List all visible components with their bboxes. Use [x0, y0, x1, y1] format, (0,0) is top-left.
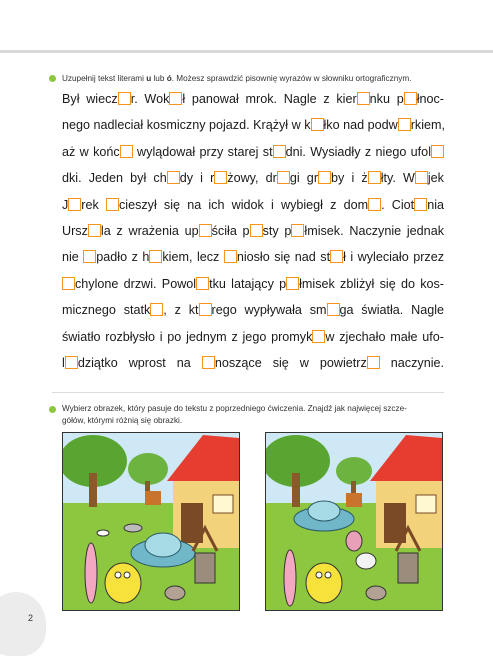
- letter-gap-box[interactable]: [167, 171, 180, 184]
- letter-gap-box[interactable]: [118, 92, 131, 105]
- text-segment: ściła p: [211, 224, 250, 238]
- exercise-1-bullet: [49, 75, 56, 82]
- letter-gap-box[interactable]: [150, 303, 163, 316]
- text-segment: łnoc-: [416, 92, 444, 106]
- text-line: [62, 171, 444, 191]
- letter-gap-box[interactable]: [199, 224, 212, 237]
- text-segment: jek: [427, 171, 444, 186]
- text-segment: Był wiecz: [62, 92, 118, 106]
- letter-gap-box[interactable]: [202, 356, 215, 369]
- picture-b-illustration: [266, 433, 442, 610]
- letter-gap-box[interactable]: [357, 92, 370, 105]
- text-segment: l: [62, 356, 65, 370]
- letter-gap-box[interactable]: [120, 145, 133, 158]
- letter-gap-box[interactable]: [367, 356, 380, 369]
- text-line: [62, 356, 444, 376]
- text-segment: światło rozbłysło i po jednym z jego promyk: [62, 329, 313, 344]
- exercise-1-instruction: Uzupełnij tekst literami u lub ó. Możesz sprawdzić pisownię wyrazów w słowniku ortograficznym.: [62, 74, 412, 83]
- text-segment: łmisek. Naczynie jednak: [304, 224, 444, 238]
- letter-gap-box[interactable]: [277, 171, 290, 184]
- letter-gap-box[interactable]: [62, 277, 75, 290]
- letter-gap-box[interactable]: [88, 224, 101, 237]
- letter-gap-box[interactable]: [431, 145, 444, 158]
- page-number: 2: [28, 613, 34, 623]
- text-segment: chylone drzwi. Powol: [75, 276, 197, 291]
- letter-gap-box[interactable]: [312, 330, 325, 343]
- page-corner-decoration: [0, 592, 46, 656]
- text-segment: nku p: [369, 92, 404, 106]
- text-segment: la z wrażenia up: [100, 224, 199, 238]
- letter-gap-box[interactable]: [291, 224, 304, 237]
- text-segment: Ursz: [62, 224, 88, 238]
- text-segment: łko nad podw: [323, 118, 398, 133]
- letter-gap-box[interactable]: [311, 118, 324, 131]
- text-line: [62, 303, 444, 323]
- text-line: [62, 330, 444, 350]
- letter-gap-box[interactable]: [368, 171, 381, 184]
- exercise-2-bullet: [49, 406, 56, 413]
- text-segment: ł panował mrok. Nagle z kier: [182, 92, 357, 106]
- letter-gap-box[interactable]: [65, 356, 78, 369]
- text-segment: dziątko wprost na: [77, 356, 202, 370]
- text-segment: dni. Wysiadły z niego ufol: [285, 144, 431, 159]
- text-line: [62, 277, 444, 297]
- text-line: [62, 118, 444, 138]
- text-segment: r. Wok: [130, 92, 170, 106]
- text-segment: ł i wyleciało przez: [343, 250, 445, 265]
- text-segment: wylądował przy starej st: [132, 144, 273, 159]
- text-segment: żowy, dr: [227, 171, 277, 186]
- text-line: [62, 145, 444, 165]
- text-segment: tku latający p: [209, 276, 287, 291]
- text-segment: nia: [427, 197, 444, 212]
- text-segment: rego wypływała sm: [211, 303, 327, 318]
- text-segment: dy i r: [179, 171, 215, 186]
- text-segment: cieszył się na ich widok i wybiegł z dom: [118, 197, 369, 212]
- text-segment: niosło się nad st: [236, 250, 331, 265]
- text-segment: J: [62, 197, 69, 212]
- text-segment: , z kt: [163, 303, 199, 318]
- page-header: [0, 0, 493, 55]
- text-segment: łmisek zbliżył się do kos-: [299, 276, 444, 291]
- text-segment: rkiem,: [410, 118, 446, 133]
- text-line: [62, 198, 444, 218]
- picture-a-illustration: [63, 433, 239, 610]
- letter-gap-box[interactable]: [330, 250, 343, 263]
- letter-gap-box[interactable]: [106, 198, 119, 211]
- letter-gap-box[interactable]: [415, 171, 428, 184]
- text-segment: łty. W: [380, 171, 415, 186]
- text-segment: nie: [62, 250, 84, 265]
- text-segment: gi gr: [289, 171, 319, 186]
- letter-gap-box[interactable]: [68, 198, 81, 211]
- header-rule: [0, 50, 493, 53]
- letter-gap-box[interactable]: [224, 250, 237, 263]
- exercise-separator: [52, 392, 444, 393]
- text-line: [62, 92, 444, 112]
- letter-gap-box[interactable]: [404, 92, 417, 105]
- text-segment: nego nadleciał kosmiczny pojazd. Krążył w k: [62, 118, 311, 133]
- letter-gap-box[interactable]: [149, 250, 162, 263]
- text-line: [62, 250, 444, 270]
- letter-gap-box[interactable]: [199, 303, 212, 316]
- text-segment: micznego statk: [62, 303, 151, 318]
- text-segment: dki. Jeden był ch: [62, 171, 167, 186]
- letter-gap-box[interactable]: [286, 277, 299, 290]
- letter-gap-box[interactable]: [250, 224, 263, 237]
- letter-gap-box[interactable]: [398, 118, 411, 131]
- text-line: [62, 224, 444, 244]
- letter-gap-box[interactable]: [169, 92, 182, 105]
- letter-gap-box[interactable]: [368, 198, 381, 211]
- letter-gap-box[interactable]: [318, 171, 331, 184]
- text-segment: noszące się w powietrz: [214, 356, 367, 370]
- exercise-2-instruction: Wybierz obrazek, który pasuje do tekstu z poprzedniego ćwiczenia. Znajdź jak najwięcej szcze- gółów, którymi różnią się obrazki.: [62, 404, 407, 425]
- picture-b[interactable]: [265, 432, 443, 611]
- letter-gap-box[interactable]: [273, 145, 286, 158]
- text-segment: sty p: [262, 224, 292, 238]
- picture-a[interactable]: [62, 432, 240, 611]
- text-segment: w zjechało małe ufo-: [325, 329, 445, 344]
- text-segment: aż w końc: [62, 144, 120, 159]
- letter-gap-box[interactable]: [83, 250, 96, 263]
- letter-gap-box[interactable]: [327, 303, 340, 316]
- text-segment: . Ciot: [381, 197, 415, 212]
- letter-gap-box[interactable]: [414, 198, 427, 211]
- letter-gap-box[interactable]: [196, 277, 209, 290]
- letter-gap-box[interactable]: [214, 171, 227, 184]
- text-segment: kiem, lecz: [162, 250, 224, 265]
- text-segment: ga światła. Nagle: [339, 303, 445, 318]
- text-segment: naczynie.: [379, 356, 444, 370]
- text-segment: by i ż: [331, 171, 368, 186]
- text-segment: padło z h: [96, 250, 150, 265]
- text-segment: rek: [81, 197, 106, 212]
